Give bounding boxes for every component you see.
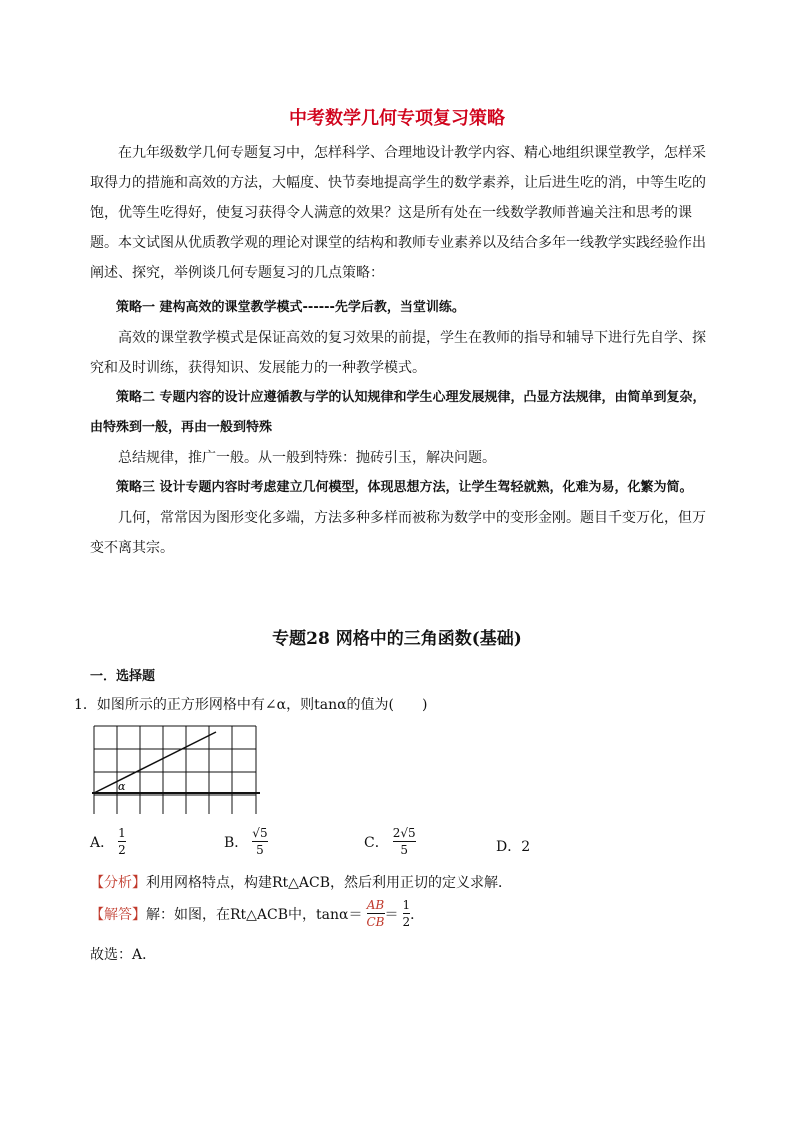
option-c-label: C． bbox=[364, 834, 389, 851]
strategy-2-heading: 策略二 专题内容的设计应遵循教与学的认知规律和学生心理发展规律，凸显方法规律，由简单到复杂，由特殊到一般，再由一般到特殊 bbox=[90, 390, 706, 435]
option-b-denominator: 5 bbox=[256, 843, 264, 857]
solution-text: 解：如图，在Rt△ACB中，tanα＝ bbox=[146, 906, 363, 923]
solution-denominator: CB bbox=[366, 915, 385, 929]
solution-result-numerator: 1 bbox=[402, 898, 411, 912]
intro-paragraph: 在九年级数学几何专题复习中，怎样科学、合理地设计教学内容、精心地组织课堂教学，怎样采取得力的措施和高效的方法，大幅度、快节奏地提高学生的数学素养，让后进生吃的消，中等生吃的饱，优等生吃得好，使复习获得令人满意的效果？这是所有处在一线数学教师普遍关注和思考的课题。本文试图从优质教学观的理论对课堂的结构和教师专业素养以及结合多年一线教学实践经验作出阐述、探究，举例谈几何专题复习的几点策略： bbox=[90, 145, 706, 281]
section-heading: 一．选择题 bbox=[90, 669, 156, 684]
option-a-fraction bbox=[118, 826, 126, 857]
solution-equals: ＝ bbox=[384, 906, 399, 923]
strategy-3-text: 几何，常常因为图形变化多端，方法多种多样而被称为数学中的变形金刚。题目千变万化，但万变不离其宗。 bbox=[90, 510, 706, 556]
option-c-fraction bbox=[393, 826, 416, 857]
option-a-numerator: 1 bbox=[118, 826, 126, 840]
square-grid-figure bbox=[92, 724, 260, 816]
strategy-1-heading: 策略一 建构高效的课堂教学模式------先学后教，当堂训练。 bbox=[116, 300, 465, 315]
option-a-label: A． bbox=[90, 834, 115, 851]
option-c[interactable] bbox=[364, 826, 416, 857]
option-d[interactable] bbox=[496, 836, 530, 856]
option-a[interactable] bbox=[90, 826, 126, 857]
strategy-1-text: 高效的课堂教学模式是保证高效的复习效果的前提，学生在教师的指导和辅导下进行先自学、探究和及时训练，获得知识、发展能力的一种教学模式。 bbox=[90, 330, 706, 376]
intro-block bbox=[90, 138, 718, 288]
solution-numerator: AB bbox=[366, 898, 385, 912]
page-title: 中考数学几何专项复习策略 bbox=[289, 108, 505, 129]
solution-result-denominator: 2 bbox=[402, 915, 411, 929]
analysis-line bbox=[90, 872, 512, 892]
option-c-numerator: 2√5 bbox=[392, 826, 416, 840]
question-1: 1．如图所示的正方形网格中有∠α，则tanα的值为( ) bbox=[74, 697, 428, 713]
section-title: 专题28 网格中的三角函数(基础) bbox=[272, 629, 522, 649]
option-d-label: D．2 bbox=[496, 839, 531, 855]
slanted-ray bbox=[94, 732, 216, 793]
strategy-2-text: 总结规律，推广一般。从一般到特殊：抛砖引玉，解决问题。 bbox=[118, 450, 496, 466]
option-b-label: B． bbox=[224, 834, 249, 851]
strategy-3-heading: 策略三 设计专题内容时考虑建立几何模型，体现思想方法，让学生驾轻就熟，化难为易，化繁为简。 bbox=[116, 480, 693, 495]
solution-result-fraction bbox=[403, 898, 411, 929]
solution-end: ． bbox=[410, 906, 425, 923]
option-c-denominator: 5 bbox=[400, 843, 408, 857]
analysis-tag: 【分析】 bbox=[90, 875, 146, 891]
solution-line bbox=[90, 898, 424, 929]
strategies-block bbox=[90, 293, 718, 563]
solution-tag: 【解答】 bbox=[90, 906, 146, 923]
answer-options bbox=[90, 826, 650, 866]
option-b-fraction bbox=[252, 826, 267, 857]
solution-fraction bbox=[367, 898, 385, 929]
analysis-text: 利用网格特点，构建Rt△ACB，然后利用正切的定义求解． bbox=[146, 875, 513, 891]
option-b[interactable] bbox=[224, 826, 268, 857]
option-a-denominator: 2 bbox=[118, 843, 126, 857]
angle-alpha-label: α bbox=[118, 780, 126, 793]
option-b-numerator: √5 bbox=[252, 826, 268, 840]
grid-lines bbox=[94, 726, 256, 814]
answer-line: 故选：A． bbox=[90, 947, 157, 963]
